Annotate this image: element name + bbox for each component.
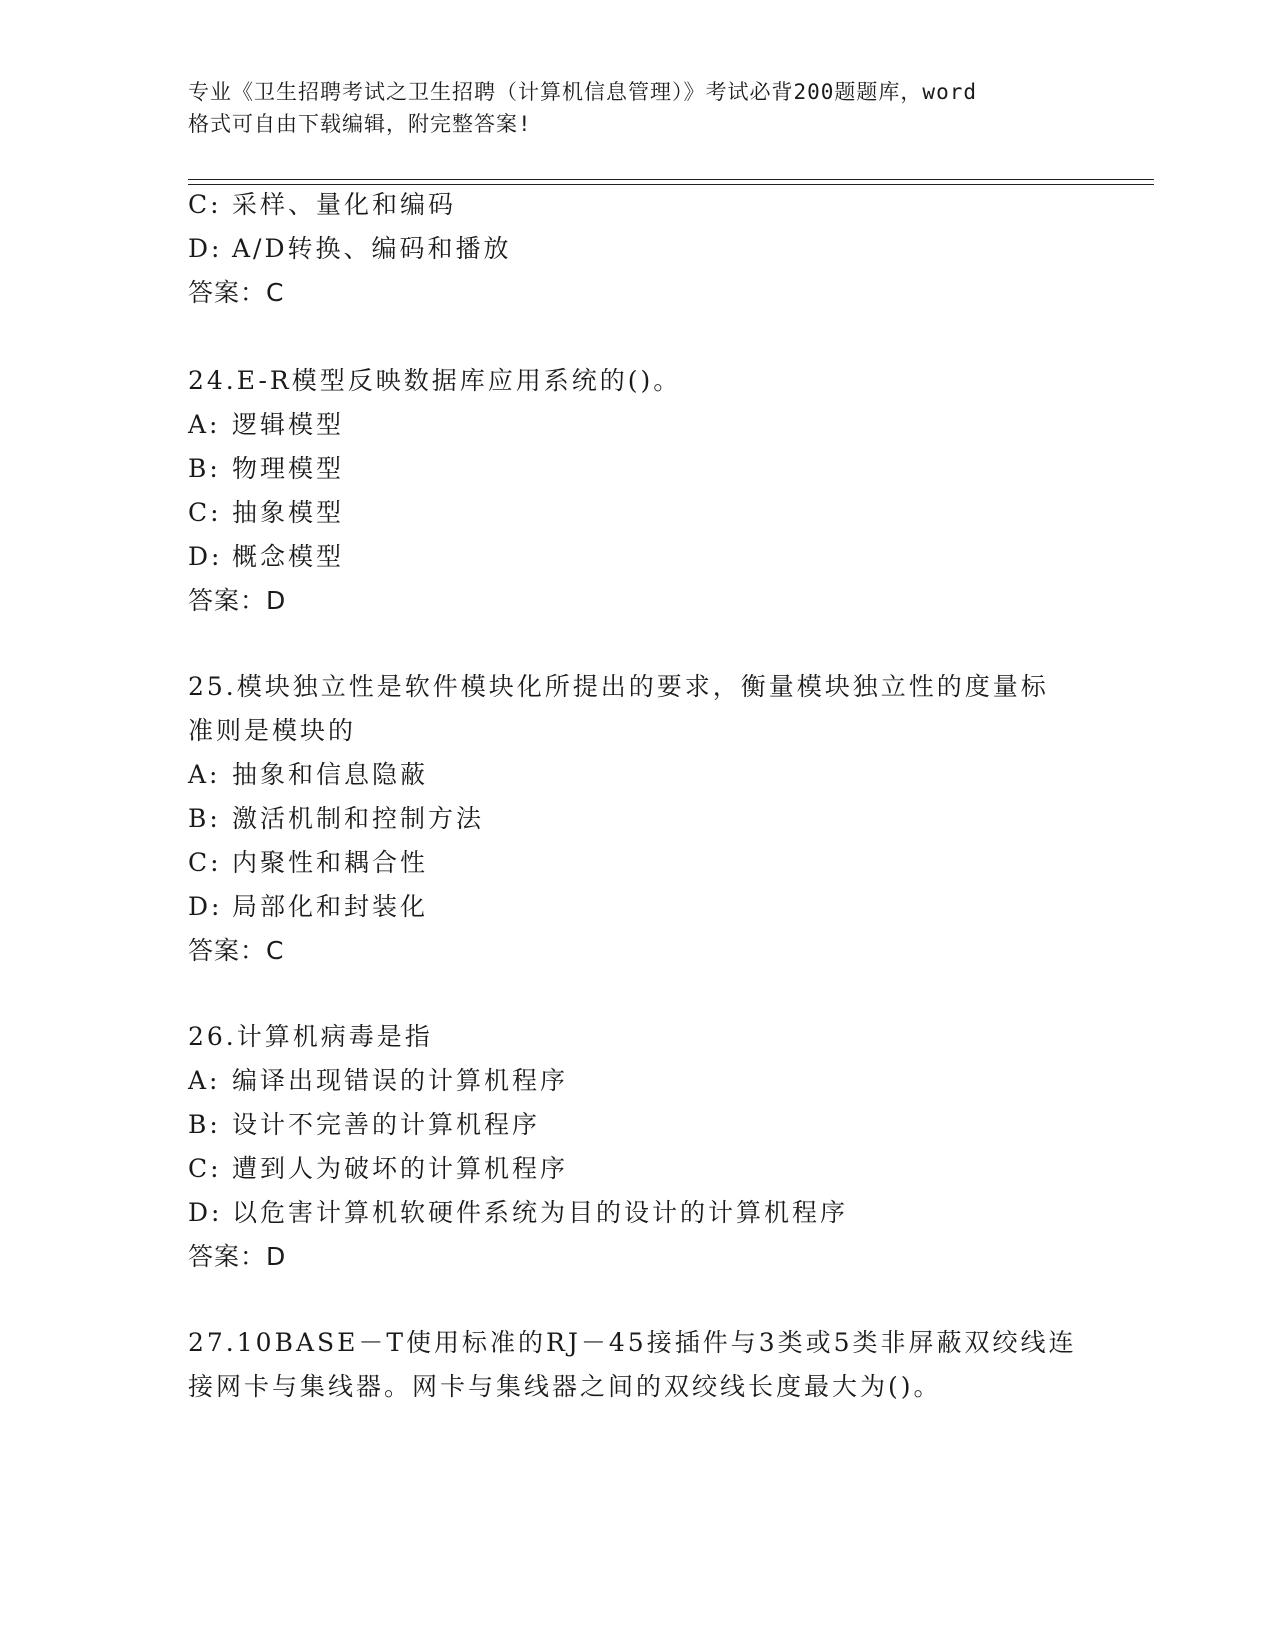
option-label: B:: [188, 804, 221, 833]
question-25-stem-line-2: 准则是模块的: [188, 716, 357, 745]
option-c: [188, 490, 1098, 536]
question-25-stem-line-1: 25.模块独立性是软件模块化所提出的要求，衡量模块独立性的度量标: [188, 672, 1049, 701]
option-label: A:: [188, 410, 221, 439]
option-a: [188, 752, 1098, 798]
option-c: [188, 1146, 1098, 1192]
option-text: 以危害计算机软硬件系统为目的设计的计算机程序: [232, 1198, 849, 1227]
option-c: [188, 182, 1098, 228]
option-label: B:: [188, 1110, 221, 1139]
option-text: 逻辑模型: [232, 410, 345, 439]
option-a: [188, 402, 1098, 448]
question-24-stem: 24.E-R模型反映数据库应用系统的()。: [188, 366, 682, 395]
option-text: 编译出现错误的计算机程序: [232, 1066, 569, 1095]
answer-line: 答案：D: [188, 586, 287, 615]
option-c: [188, 840, 1098, 886]
option-text: 抽象模型: [232, 498, 345, 527]
option-text: 设计不完善的计算机程序: [232, 1110, 541, 1139]
option-b: [188, 796, 1098, 842]
option-a: [188, 1058, 1098, 1104]
option-text: A/D转换、编码和播放: [232, 234, 512, 263]
option-label: D:: [188, 234, 223, 263]
question-26-stem: 26.计算机病毒是指: [188, 1022, 433, 1051]
option-text: 遭到人为破坏的计算机程序: [232, 1154, 569, 1183]
option-text: 局部化和封装化: [232, 892, 429, 921]
option-label: D:: [188, 1198, 223, 1227]
header-line-2: 格式可自由下载编辑，附完整答案!: [188, 112, 532, 136]
option-label: A:: [188, 1066, 221, 1095]
option-d: [188, 534, 1098, 580]
option-d: [188, 226, 1098, 272]
option-label: B:: [188, 454, 221, 483]
option-text: 内聚性和耦合性: [232, 848, 429, 877]
question-27-stem-line-1: 27.10BASE－T使用标准的RJ－45接插件与3类或5类非屏蔽双绞线连: [188, 1328, 1077, 1357]
option-label: C:: [188, 190, 222, 219]
option-d: [188, 884, 1098, 930]
option-text: 采样、量化和编码: [232, 190, 457, 219]
question-27-stem-line-2: 接网卡与集线器。网卡与集线器之间的双绞线长度最大为()。: [188, 1372, 942, 1401]
answer-line: 答案：C: [188, 936, 285, 965]
option-text: 物理模型: [232, 454, 345, 483]
header-divider-top: [188, 179, 1154, 180]
header-line-1: 专业《卫生招聘考试之卫生招聘（计算机信息管理）》考试必背200题题库，word: [188, 80, 977, 104]
option-text: 概念模型: [232, 542, 345, 571]
answer-line: 答案：C: [188, 278, 285, 307]
option-label: C:: [188, 848, 222, 877]
option-label: A:: [188, 760, 221, 789]
option-b: [188, 1102, 1098, 1148]
option-label: D:: [188, 892, 223, 921]
option-b: [188, 446, 1098, 492]
option-label: C:: [188, 498, 222, 527]
option-label: C:: [188, 1154, 222, 1183]
option-text: 激活机制和控制方法: [232, 804, 485, 833]
option-d: [188, 1190, 1098, 1236]
document-header: [188, 76, 1088, 140]
option-label: D:: [188, 542, 223, 571]
option-text: 抽象和信息隐蔽: [232, 760, 429, 789]
answer-line: 答案：D: [188, 1242, 287, 1271]
